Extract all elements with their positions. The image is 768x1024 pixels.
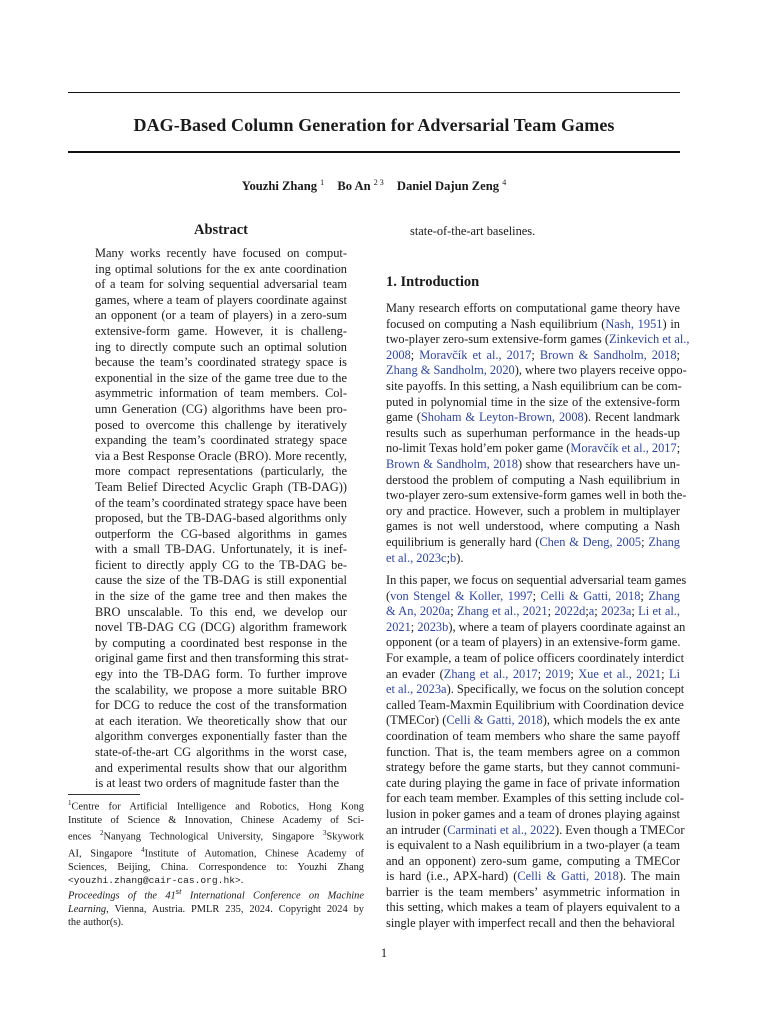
abstract-line: egy into the TB-DAG form. To further improve [95, 667, 347, 682]
citation-link[interactable]: Li [669, 666, 681, 681]
abstract-line: proposed, but the TB-DAG-based algorithms only [95, 511, 347, 526]
abstract-line: games, where a team of players coordinate against [95, 292, 347, 307]
footnote-line: <youzhi.zhang@cair-cas.org.hk>. [68, 875, 244, 887]
paragraph-line: ory and practice. However, such a problem in multiplayer [386, 503, 680, 518]
author-name: Daniel Dajun Zeng [396, 179, 500, 194]
paragraph-line: and an opponent) zero-sum game, computing a TMECor [386, 853, 680, 868]
abstract-line: of a team for solving sequential adversarial team [95, 277, 347, 292]
paragraph-line: lusion in poker games and a team of drones playing against [386, 806, 680, 821]
citation-link[interactable]: Shoham & Leyton-Brown, 2008 [420, 410, 584, 425]
intro-paragraph-2 [386, 573, 687, 932]
paragraph-line: equilibrium is generally hard (Chen & Deng, 2005; Zhang [386, 534, 680, 549]
paragraph-line: two-player zero-sum extensive-form games well in both the- [386, 488, 687, 503]
proceedings-note [68, 885, 364, 930]
citation-link[interactable]: et al., 2023a [386, 682, 447, 697]
footnote-marker: 2 [99, 829, 104, 838]
paragraph-line: strategy before the game starts, but they cannot communi- [386, 760, 680, 775]
abstract-line: expanding the team’s coordinated strategy space [95, 433, 347, 448]
italic-text: Proceedings of the 41 [68, 890, 176, 902]
paragraph-line: 2008; Moravčík et al., 2017; Brown & Sandholm, 2018; [386, 347, 680, 362]
paragraph-line: is hard (i.e., APX-hard) (Celli & Gatti, 2018). The main [386, 869, 681, 884]
citation-link[interactable]: Brown & Sandholm, 2018 [539, 347, 677, 362]
abstract-line: asymmetric information of team members. Col- [95, 386, 347, 401]
paragraph-line: game (Shoham & Leyton-Brown, 2008). Recent landmark [386, 410, 680, 425]
paragraph-line: this setting, which makes a team of players equivalent to a [386, 900, 680, 915]
paragraph-line: barrier is the team members’ asymmetric information in [386, 884, 680, 899]
proceedings-line [68, 885, 364, 903]
abstract-line: at each iteration. We theoretically show that our [95, 713, 347, 728]
abstract-continuation-line: state-of-the-art baselines. [410, 224, 536, 238]
paragraph-line: for each team member. Examples of this setting include col- [386, 791, 684, 806]
paragraph-line: focused on computing a Nash equilibrium (Nash, 1951) in [386, 316, 680, 331]
footnote-marker: 4 [141, 846, 145, 855]
paragraph-line: an intruder (Carminati et al., 2022). Even though a TMECor [386, 822, 685, 837]
citation-link[interactable]: Carminati et al., 2022 [447, 822, 555, 837]
top-rule [68, 92, 680, 93]
author-name: Bo An [337, 179, 371, 194]
author-affiliation: 2 3 [373, 178, 384, 187]
paragraph-line: In this paper, we focus on sequential adversarial team games [386, 573, 687, 587]
abstract-line: ing to directly compute such an optimal solution [95, 339, 347, 354]
abstract-continuation [386, 224, 680, 240]
citation-link[interactable]: 2023b [417, 619, 449, 634]
citation-link[interactable]: Zhang [648, 588, 680, 603]
abstract-line: ficient to directly apply CG to the TB-DAG be- [95, 557, 347, 572]
footnote-marker: 3 [322, 829, 327, 838]
citation-link[interactable]: 2021 [386, 619, 411, 634]
citation-link[interactable]: Celli & Gatti, 2018 [446, 713, 543, 728]
italic-text: International Conference on Machine [181, 890, 364, 902]
citation-link[interactable]: Nash, 1951 [605, 316, 663, 331]
proceedings-line: Learning, Vienna, Austria. PMLR 235, 2024. Copyright 2024 by [68, 903, 364, 915]
ordinal-suffix: st [175, 886, 182, 896]
paragraph-line: no-limit Texas hold’em poker game (Moravčík et al., 2017; [386, 441, 681, 456]
abstract-line: algorithm converges exponentially faster than the [95, 729, 347, 744]
citation-link[interactable]: 2019 [545, 666, 571, 681]
abstract-line: an opponent (or a team of players) in a zero-sum [95, 308, 347, 323]
citation-link[interactable]: Zhang et al., 2021 [456, 604, 548, 619]
abstract-line: for DCG to reduce the cost of the transformation [95, 698, 347, 713]
citation-link[interactable]: Celli & Gatti, 2018 [517, 869, 619, 884]
citation-link[interactable]: Xue et al., 2021 [578, 666, 662, 681]
abstract-line: the scalability, we propose a more suitable BRO [95, 682, 347, 697]
paragraph-line: single player with imperfect recall and then the behavioral [386, 916, 675, 931]
paragraph-line: an evader (Zhang et al., 2017; 2019; Xue et al., 2021; Li [386, 666, 681, 681]
abstract-line: exponential in the size of the game tree due to the [95, 370, 347, 385]
paragraph-line: two-player zero-sum extensive-form games (Zinkevich et al., [386, 332, 690, 347]
author-list [68, 178, 680, 194]
citation-link[interactable]: Zhang & Sandholm, 2020 [386, 363, 515, 378]
author-affiliation: 1 [320, 178, 325, 187]
email-address: <youzhi.zhang@cair-cas.org.hk> [68, 875, 241, 887]
abstract-line: Team Belief Directed Acyclic Graph (TB-DAG)) [95, 479, 347, 494]
paragraph-line: cate during playing the game in face of private information [386, 775, 680, 790]
paragraph-line: et al., 2023a). Specifically, we focus on the solution concept [386, 682, 685, 697]
intro-paragraph-1 [386, 301, 690, 566]
paragraph-line: Many research efforts on computational game theory have [386, 301, 680, 315]
abstract-line: and experimental results show that our algorithm [95, 760, 347, 775]
author-affiliation: 4 [502, 178, 507, 187]
paragraph-line: results such as superhuman performance in the heads-up [386, 425, 680, 440]
footnote-line: Institute of Science & Innovation, Chinese Academy of Sci- [68, 814, 364, 826]
citation-link[interactable]: Moravčík et al., 2017 [570, 441, 677, 456]
footnote-marker: 1 [68, 799, 72, 807]
paragraph-line: (von Stengel & Koller, 1997; Celli & Gatti, 2018; Zhang [386, 588, 680, 603]
footnote-rule [68, 794, 140, 795]
paragraph-line: function. That is, the team members agree on a common [386, 744, 680, 759]
abstract-line: BRO unscalable. To this end, we develop our [95, 604, 347, 619]
abstract-line: ing optimal solutions for the ex ante coordination [95, 261, 347, 276]
citation-link[interactable]: et al., 2023c [386, 550, 447, 565]
paragraph-line: (TMECor) (Celli & Gatti, 2018), which models the ex ante [386, 713, 680, 728]
citation-link[interactable]: Celli & Gatti, 2018 [540, 588, 641, 603]
paragraph-line: site payoffs. In this setting, a Nash equilibrium can be com- [386, 378, 682, 393]
abstract-line: of the team’s coordinated strategy space have been [95, 495, 347, 510]
citation-link[interactable]: 2022d [554, 604, 586, 619]
abstract-line: umn Generation (CG) algorithms have been pro- [95, 401, 347, 416]
page-number: 1 [380, 946, 388, 960]
author-name: Youzhi Zhang [241, 179, 318, 194]
paragraph-line: 2021; 2023b), where a team of players coordinate against an [386, 619, 686, 634]
paper-title: DAG-Based Column Generation for Adversarial Team Games [133, 115, 615, 135]
paragraph-line: Brown & Sandholm, 2018) show that researchers have un- [386, 456, 680, 471]
paragraph-line: called Team-Maxmin Equilibrium with Coordination device [386, 697, 684, 712]
abstract-line: by computing a coordinated best response in the [95, 635, 347, 650]
citation-link[interactable]: a [588, 604, 595, 619]
abstract-line: more compact representations (particularly, the [95, 464, 347, 479]
footnote-line: AI, Singapore $^4$Institute of Automation, Chinese Academy of [68, 846, 364, 860]
paragraph-line: derstood the problem of computing a Nash equilibrium in [386, 472, 680, 487]
abstract-line: cause the size of the TB-DAG is still exponential [95, 573, 347, 588]
citation-link[interactable]: 2023a [601, 604, 632, 619]
abstract-line: because the team’s coordinated strategy space is [95, 355, 347, 370]
abstract-line: posed to overcome this challenge by iteratively [95, 417, 347, 432]
abstract-line: via a Best Response Oracle (BRO). More recently, [95, 448, 347, 463]
abstract-line: in the size of the game tree and then makes the [95, 589, 347, 604]
proceedings-line: the author(s). [68, 917, 124, 929]
citation-link[interactable]: Zhang [648, 534, 680, 549]
affiliation-footnote [68, 797, 364, 888]
citation-link[interactable]: 2008 [386, 347, 411, 362]
paragraph-line: games is not well understood, where computing a Nash [386, 519, 680, 534]
abstract-line: is at least two orders of magnitude faster than the [95, 776, 339, 791]
paragraph-line: & An, 2020a; Zhang et al., 2021; 2022d;a; 2023a; Li et al., [386, 604, 680, 619]
section-heading-introduction: 1. Introduction [386, 274, 480, 290]
paragraph-line: puted in polynomial time in the size of the extensive-form [386, 394, 680, 409]
citation-link[interactable]: von Stengel & Koller, 1997 [390, 588, 533, 603]
abstract-heading: Abstract [194, 222, 248, 238]
citation-link[interactable]: Li et al., [638, 604, 680, 619]
paragraph-line: is equivalent to a Nash equilibrium in a two-player (a team [386, 838, 680, 853]
footnote-line: ences $^2$Nanyang Technological University, Singapore $^3$Skywork [68, 829, 364, 843]
abstract-line: original game first and then transforming this strat- [95, 651, 349, 666]
abstract-line: Many works recently have focused on comput- [95, 246, 347, 260]
paragraph-line: opponent (or a team of players) in an extensive-form game. [386, 635, 681, 650]
abstract-line: state-of-the-art CG algorithms in the worst case, [95, 745, 347, 759]
italic-text: Learning [68, 903, 107, 915]
abstract-line: with a small TB-DAG. Unfortunately, it is inef- [95, 542, 347, 557]
footnote-line: $^1$Centre for Artificial Intelligence and Robotics, Hong Kong [68, 799, 364, 813]
paragraph-line: Zhang & Sandholm, 2020), where two players receive oppo- [386, 363, 687, 378]
citation-link[interactable]: & An, 2020a [386, 604, 451, 619]
citation-link[interactable]: Zinkevich et al., [608, 332, 690, 347]
citation-link[interactable]: Zhang et al., 2017 [443, 666, 538, 681]
paragraph-line: coordination of team members who share the same payoff [386, 728, 680, 743]
footnote-line: Sciences, Beijing, China. Correspondence to: Youzhi Zhang [68, 862, 364, 874]
citation-link[interactable]: Brown & Sandholm, 2018 [386, 456, 518, 471]
citation-link[interactable]: Chen & Deng, 2005 [539, 534, 642, 549]
citation-link[interactable]: b [450, 550, 457, 565]
title-bottom-rule [68, 151, 680, 153]
paragraph-line: For example, a team of police officers coordinately interdict [386, 650, 685, 665]
abstract-line: novel TB-DAG CG (DCG) algorithm framework [95, 620, 347, 635]
abstract-line: outperform the CG-based algorithms in games [95, 526, 347, 541]
citation-link[interactable]: Moravčík et al., 2017 [419, 347, 532, 362]
paragraph-line: et al., 2023c;b). [386, 550, 464, 565]
abstract-line: extensive-form game. However, it is challeng- [95, 323, 347, 338]
abstract-body [95, 246, 347, 792]
